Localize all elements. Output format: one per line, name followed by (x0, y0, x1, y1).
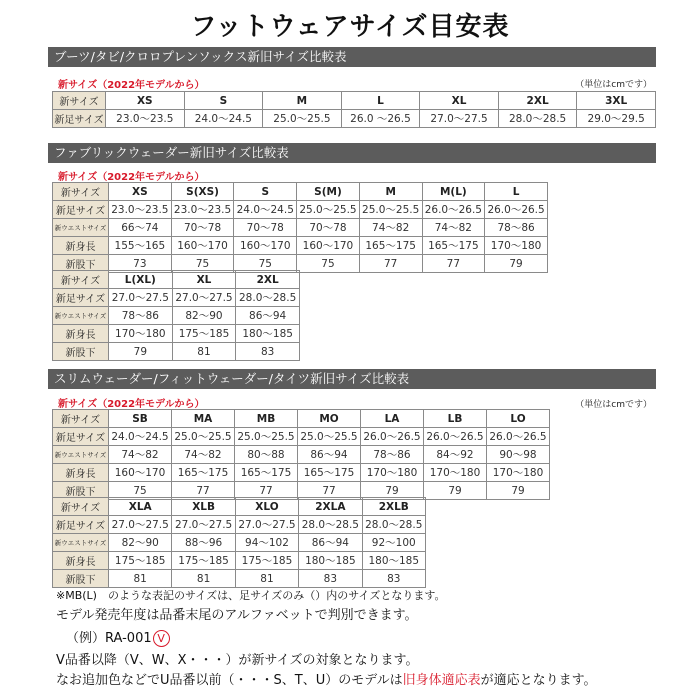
table-cell: 24.0～24.5 (109, 428, 172, 446)
table-header-row (53, 271, 300, 289)
table-cell: 74～82 (109, 446, 172, 464)
table-header-row (53, 92, 656, 110)
table-cell: 80～88 (235, 446, 298, 464)
table-cell: 23.0～23.5 (171, 201, 234, 219)
table-cell: 175～185 (172, 552, 235, 570)
table-cell: 165～175 (172, 464, 235, 482)
size-label: S(XS) (171, 183, 234, 201)
table-cell: 77 (359, 255, 422, 273)
table-row (53, 534, 426, 552)
table-cell: 90～98 (487, 446, 550, 464)
table-cell: 79 (485, 255, 548, 273)
table-cell: 79 (361, 482, 424, 500)
table-cell: 82～90 (109, 534, 172, 552)
section-heading-fabric-wader: ファブリックウェーダー新旧サイズ比較表 (48, 143, 656, 163)
row-label: 新ウエストサイズ (53, 534, 109, 552)
table-row (53, 552, 426, 570)
size-label: XLA (109, 498, 172, 516)
table-cell: 25.0～25.5 (297, 201, 360, 219)
table-cell: 160～170 (171, 237, 234, 255)
table-cell: 170～180 (424, 464, 487, 482)
footnote-size-notation: ※MB(L) のような表記のサイズは、足サイズのみ（）内のサイズとなります。 (56, 589, 446, 602)
size-label: XS (106, 92, 185, 110)
table-cell: 26.0～26.5 (422, 201, 485, 219)
table-cell: 165～175 (235, 464, 298, 482)
fabric-wader-table-1 (52, 182, 548, 273)
new-size-note: 新サイズ（2022年モデルから） (58, 80, 205, 91)
size-label: 3XL (577, 92, 656, 110)
table-cell: 78～86 (109, 307, 173, 325)
footnote-old-size-chart (56, 669, 597, 688)
table-cell: 75 (297, 255, 360, 273)
table-cell: 23.0～23.5 (106, 110, 185, 128)
table-cell: 170～180 (485, 237, 548, 255)
table-cell: 165～175 (298, 464, 361, 482)
table-cell: 26.0～26.5 (424, 428, 487, 446)
table-cell: 25.0～25.5 (263, 110, 342, 128)
row-label: 新サイズ (53, 183, 109, 201)
table-cell: 86～94 (299, 534, 362, 552)
row-label: 新足サイズ (53, 201, 109, 219)
size-label: MA (172, 410, 235, 428)
table-header-row (53, 410, 550, 428)
size-label: M(L) (422, 183, 485, 201)
table-cell: 25.0～25.5 (359, 201, 422, 219)
table-cell: 83 (362, 570, 425, 588)
row-label: 新身長 (53, 237, 109, 255)
table-cell: 175～185 (172, 325, 236, 343)
row-label: 新身長 (53, 552, 109, 570)
row-label: 新ウエストサイズ (53, 307, 109, 325)
size-label: S (234, 183, 297, 201)
row-label: 新股下 (53, 255, 109, 273)
table-cell: 81 (235, 570, 298, 588)
table-cell: 86～94 (236, 307, 300, 325)
table-cell: 27.0～27.5 (420, 110, 499, 128)
table-row (53, 307, 300, 325)
unit-note: （単位はcmです） (575, 80, 652, 90)
fabric-wader-table-2 (52, 270, 300, 361)
table-cell: 26.0 ～26.5 (341, 110, 420, 128)
table-cell: 175～185 (109, 552, 172, 570)
size-label: 2XL (498, 92, 577, 110)
row-label: 新身長 (53, 464, 109, 482)
table-cell: 77 (172, 482, 235, 500)
table-cell: 160～170 (234, 237, 297, 255)
table-cell: 66～74 (109, 219, 172, 237)
table-cell: 180～185 (299, 552, 362, 570)
table-cell: 29.0～29.5 (577, 110, 656, 128)
table-cell: 83 (299, 570, 362, 588)
footnote-text: なお追加色などでU品番以前（・・・S、T、U）のモデルは (56, 673, 403, 688)
table-cell: 165～175 (422, 237, 485, 255)
table-cell: 79 (424, 482, 487, 500)
size-label: MO (298, 410, 361, 428)
footnote-text: が適応となります。 (480, 673, 597, 688)
table-cell: 70～78 (171, 219, 234, 237)
table-cell: 77 (235, 482, 298, 500)
table-cell: 79 (487, 482, 550, 500)
size-label: LA (361, 410, 424, 428)
table-row (53, 325, 300, 343)
table-cell: 25.0～25.5 (172, 428, 235, 446)
row-label: 新足サイズ (53, 428, 109, 446)
size-label: LB (424, 410, 487, 428)
table-cell: 70～78 (234, 219, 297, 237)
table-cell: 75 (171, 255, 234, 273)
row-label: 新ウエストサイズ (53, 446, 109, 464)
table-cell: 78～86 (361, 446, 424, 464)
table-cell: 27.0～27.5 (172, 289, 236, 307)
size-label: S (184, 92, 263, 110)
row-label: 新身長 (53, 325, 109, 343)
row-label: 新ウエストサイズ (53, 219, 109, 237)
table-cell: 79 (109, 343, 173, 361)
size-label: XL (172, 271, 236, 289)
section-heading-slim-wader: スリムウェーダー/フィットウェーダー/タイツ新旧サイズ比較表 (48, 369, 656, 389)
size-label: SB (109, 410, 172, 428)
row-label: 新サイズ (53, 498, 109, 516)
table-cell: 170～180 (487, 464, 550, 482)
size-label: XS (109, 183, 172, 201)
table-cell: 82～90 (172, 307, 236, 325)
example-part-number: （例）RA-001 (66, 631, 152, 646)
size-label: L(XL) (109, 271, 173, 289)
table-cell: 160～170 (297, 237, 360, 255)
boots-size-table (52, 91, 656, 128)
table-cell: 94～102 (235, 534, 298, 552)
table-cell: 26.0～26.5 (361, 428, 424, 446)
table-row (53, 343, 300, 361)
table-header-row (53, 183, 548, 201)
size-label: XLB (172, 498, 235, 516)
table-cell: 77 (422, 255, 485, 273)
row-label: 新サイズ (53, 410, 109, 428)
table-cell: 92～100 (362, 534, 425, 552)
table-cell: 84～92 (424, 446, 487, 464)
table-cell: 83 (236, 343, 300, 361)
table-cell: 180～185 (236, 325, 300, 343)
table-cell: 155～165 (109, 237, 172, 255)
table-cell: 74～82 (359, 219, 422, 237)
section-heading-boots: ブーツ/タビ/クロロプレンソックス新旧サイズ比較表 (48, 47, 656, 67)
table-cell: 26.0～26.5 (485, 201, 548, 219)
table-row (53, 219, 548, 237)
table-cell: 28.0～28.5 (498, 110, 577, 128)
table-cell: 180～185 (362, 552, 425, 570)
table-cell: 27.0～27.5 (235, 516, 298, 534)
table-cell: 25.0～25.5 (298, 428, 361, 446)
table-cell: 24.0～24.5 (234, 201, 297, 219)
table-cell: 175～185 (235, 552, 298, 570)
table-cell: 81 (172, 343, 236, 361)
size-label: L (341, 92, 420, 110)
table-cell: 26.0～26.5 (487, 428, 550, 446)
size-label: 2XLB (362, 498, 425, 516)
row-label: 新股下 (53, 343, 109, 361)
table-row (53, 446, 550, 464)
footnote-model-year: モデル発売年度は品番末尾のアルファベットで判別できます。 (56, 608, 418, 623)
table-cell: 86～94 (298, 446, 361, 464)
table-cell: 27.0～27.5 (172, 516, 235, 534)
size-label: XLO (235, 498, 298, 516)
table-cell: 78～86 (485, 219, 548, 237)
table-row (53, 201, 548, 219)
table-cell: 28.0～28.5 (236, 289, 300, 307)
unit-note: （単位はcmです） (575, 400, 652, 410)
row-label: 新サイズ (53, 92, 106, 110)
size-label: MB (235, 410, 298, 428)
slim-wader-table-2 (52, 497, 426, 588)
size-label: 2XLA (299, 498, 362, 516)
table-row (53, 110, 656, 128)
size-label: XL (420, 92, 499, 110)
table-header-row (53, 498, 426, 516)
table-cell: 170～180 (361, 464, 424, 482)
table-cell: 28.0～28.5 (299, 516, 362, 534)
table-row (53, 570, 426, 588)
new-size-note: 新サイズ（2022年モデルから） (58, 399, 205, 410)
table-row (53, 428, 550, 446)
size-label: M (263, 92, 342, 110)
row-label: 新足サイズ (53, 516, 109, 534)
table-cell: 77 (298, 482, 361, 500)
circled-v-mark: V (153, 630, 170, 647)
size-label: LO (487, 410, 550, 428)
old-size-chart-label: 旧身体適応表 (402, 673, 481, 688)
slim-wader-table-1 (52, 409, 550, 500)
table-row (53, 464, 550, 482)
table-cell: 75 (109, 482, 172, 500)
table-cell: 81 (172, 570, 235, 588)
row-label: 新サイズ (53, 271, 109, 289)
row-label: 新足サイズ (53, 289, 109, 307)
size-label: L (485, 183, 548, 201)
table-row (53, 516, 426, 534)
table-cell: 88～96 (172, 534, 235, 552)
table-cell: 170～180 (109, 325, 173, 343)
table-row (53, 289, 300, 307)
row-label: 新股下 (53, 482, 109, 500)
table-cell: 74～82 (422, 219, 485, 237)
table-cell: 27.0～27.5 (109, 516, 172, 534)
table-cell: 24.0～24.5 (184, 110, 263, 128)
table-cell: 81 (109, 570, 172, 588)
table-cell: 25.0～25.5 (235, 428, 298, 446)
footnote-new-size-target: V品番以降（V、W、X・・・）が新サイズの対象となります。 (56, 653, 419, 668)
table-row (53, 237, 548, 255)
table-cell: 28.0～28.5 (362, 516, 425, 534)
table-cell: 160～170 (109, 464, 172, 482)
table-cell: 70～78 (297, 219, 360, 237)
size-label: M (359, 183, 422, 201)
row-label: 新足サイズ (53, 110, 106, 128)
table-cell: 73 (109, 255, 172, 273)
footnote-example (66, 627, 170, 647)
table-cell: 23.0～23.5 (109, 201, 172, 219)
table-cell: 75 (234, 255, 297, 273)
page-title: フットウェアサイズ目安表 (190, 12, 510, 42)
table-cell: 74～82 (172, 446, 235, 464)
table-cell: 165～175 (359, 237, 422, 255)
row-label: 新股下 (53, 570, 109, 588)
size-label: S(M) (297, 183, 360, 201)
size-label: 2XL (236, 271, 300, 289)
table-cell: 27.0～27.5 (109, 289, 173, 307)
new-size-note: 新サイズ（2022年モデルから） (58, 172, 205, 183)
